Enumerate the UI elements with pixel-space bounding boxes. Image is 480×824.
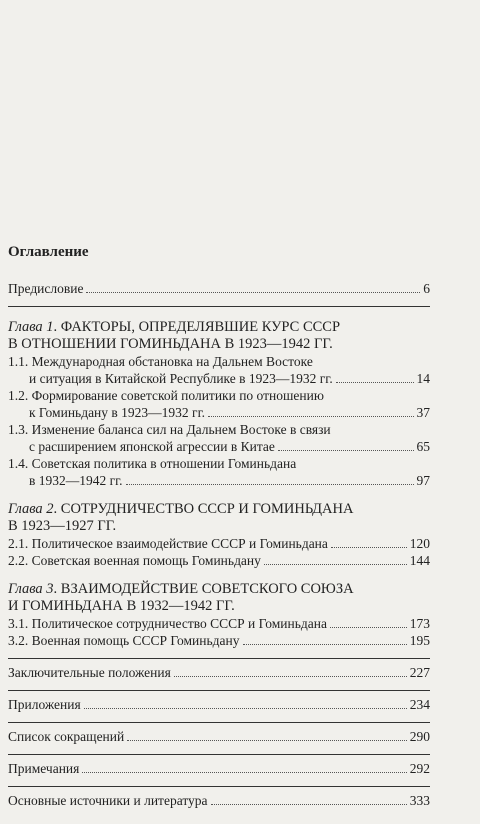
toc-section-1-1[interactable]: 1.1. Международная обстановка на Дальнем Востоке и ситуация в Китайской Республике в 1923—1932 гг. 14 <box>8 354 430 386</box>
toc-entry-conclusion[interactable]: Заключительные положения 227 <box>8 665 430 680</box>
toc-section-3-1[interactable]: 3.1. Политическое сотрудничество СССР и Гоминьдана 173 <box>8 616 430 631</box>
dot-leader <box>174 676 407 677</box>
table-of-contents <box>8 280 430 809</box>
toc-section-1-3[interactable]: 1.3. Изменение баланса сил на Дальнем Востоке в связи с расширением японской агрессии в Китае 65 <box>8 422 430 454</box>
toc-section-1-4[interactable]: 1.4. Советская политика в отношении Гоминьдана в 1932—1942 гг. 97 <box>8 456 430 488</box>
toc-entry-title: Предисловие <box>8 281 84 296</box>
dot-leader <box>82 772 406 773</box>
chapter-label: Глава 3 <box>8 581 54 597</box>
chapter-3-title[interactable]: Глава 3. ВЗАИМОДЕЙСТВИЕ СОВЕТСКОГО СОЮЗА И ГОМИНЬДАНА В 1932—1942 ГГ. <box>8 581 354 614</box>
separator-line <box>8 306 430 307</box>
toc-entry-page: 6 <box>423 281 430 296</box>
dot-leader <box>127 740 407 741</box>
dot-leader <box>278 450 414 451</box>
dot-leader <box>336 382 414 383</box>
dot-leader <box>243 644 407 645</box>
dot-leader <box>330 627 407 628</box>
chapter-label: Глава 2 <box>8 501 54 517</box>
chapter-label: Глава 1 <box>8 319 54 335</box>
toc-entry-abbreviations[interactable]: Список сокращений 290 <box>8 729 430 744</box>
chapter-1-title[interactable]: Глава 1. ФАКТОРЫ, ОПРЕДЕЛЯВШИЕ КУРС СССР В ОТНОШЕНИИ ГОМИНЬДАНА В 1923—1942 ГГ. <box>8 319 341 352</box>
separator-line <box>8 754 430 755</box>
dot-leader <box>331 547 407 548</box>
dot-leader <box>211 804 407 805</box>
toc-entry-sources[interactable]: Основные источники и литература 333 <box>8 793 430 808</box>
dot-leader <box>84 708 407 709</box>
separator-line <box>8 786 430 787</box>
toc-entry-appendices[interactable]: Приложения 234 <box>8 697 430 712</box>
chapter-2-title[interactable]: Глава 2. СОТРУДНИЧЕСТВО СССР И ГОМИНЬДАНА В 1923—1927 ГГ. <box>8 501 354 534</box>
separator-line <box>8 658 430 659</box>
dot-leader <box>126 484 414 485</box>
toc-section-2-2[interactable]: 2.2. Советская военная помощь Гоминьдану 144 <box>8 553 430 568</box>
dot-leader <box>264 564 407 565</box>
separator-line <box>8 722 430 723</box>
toc-section-2-1[interactable]: 2.1. Политическое взаимодействие СССР и Гоминьдана 120 <box>8 536 430 551</box>
separator-line <box>8 690 430 691</box>
toc-section-1-2[interactable]: 1.2. Формирование советской политики по отношению к Гоминьдану в 1923—1932 гг. 37 <box>8 388 430 420</box>
dot-leader <box>208 416 414 417</box>
toc-section-3-2[interactable]: 3.2. Военная помощь СССР Гоминьдану 195 <box>8 633 430 648</box>
dot-leader <box>86 292 420 293</box>
toc-entry-notes[interactable]: Примечания 292 <box>8 761 430 776</box>
toc-entry-preface[interactable] <box>8 280 430 297</box>
toc-heading: Оглавление <box>8 244 89 260</box>
